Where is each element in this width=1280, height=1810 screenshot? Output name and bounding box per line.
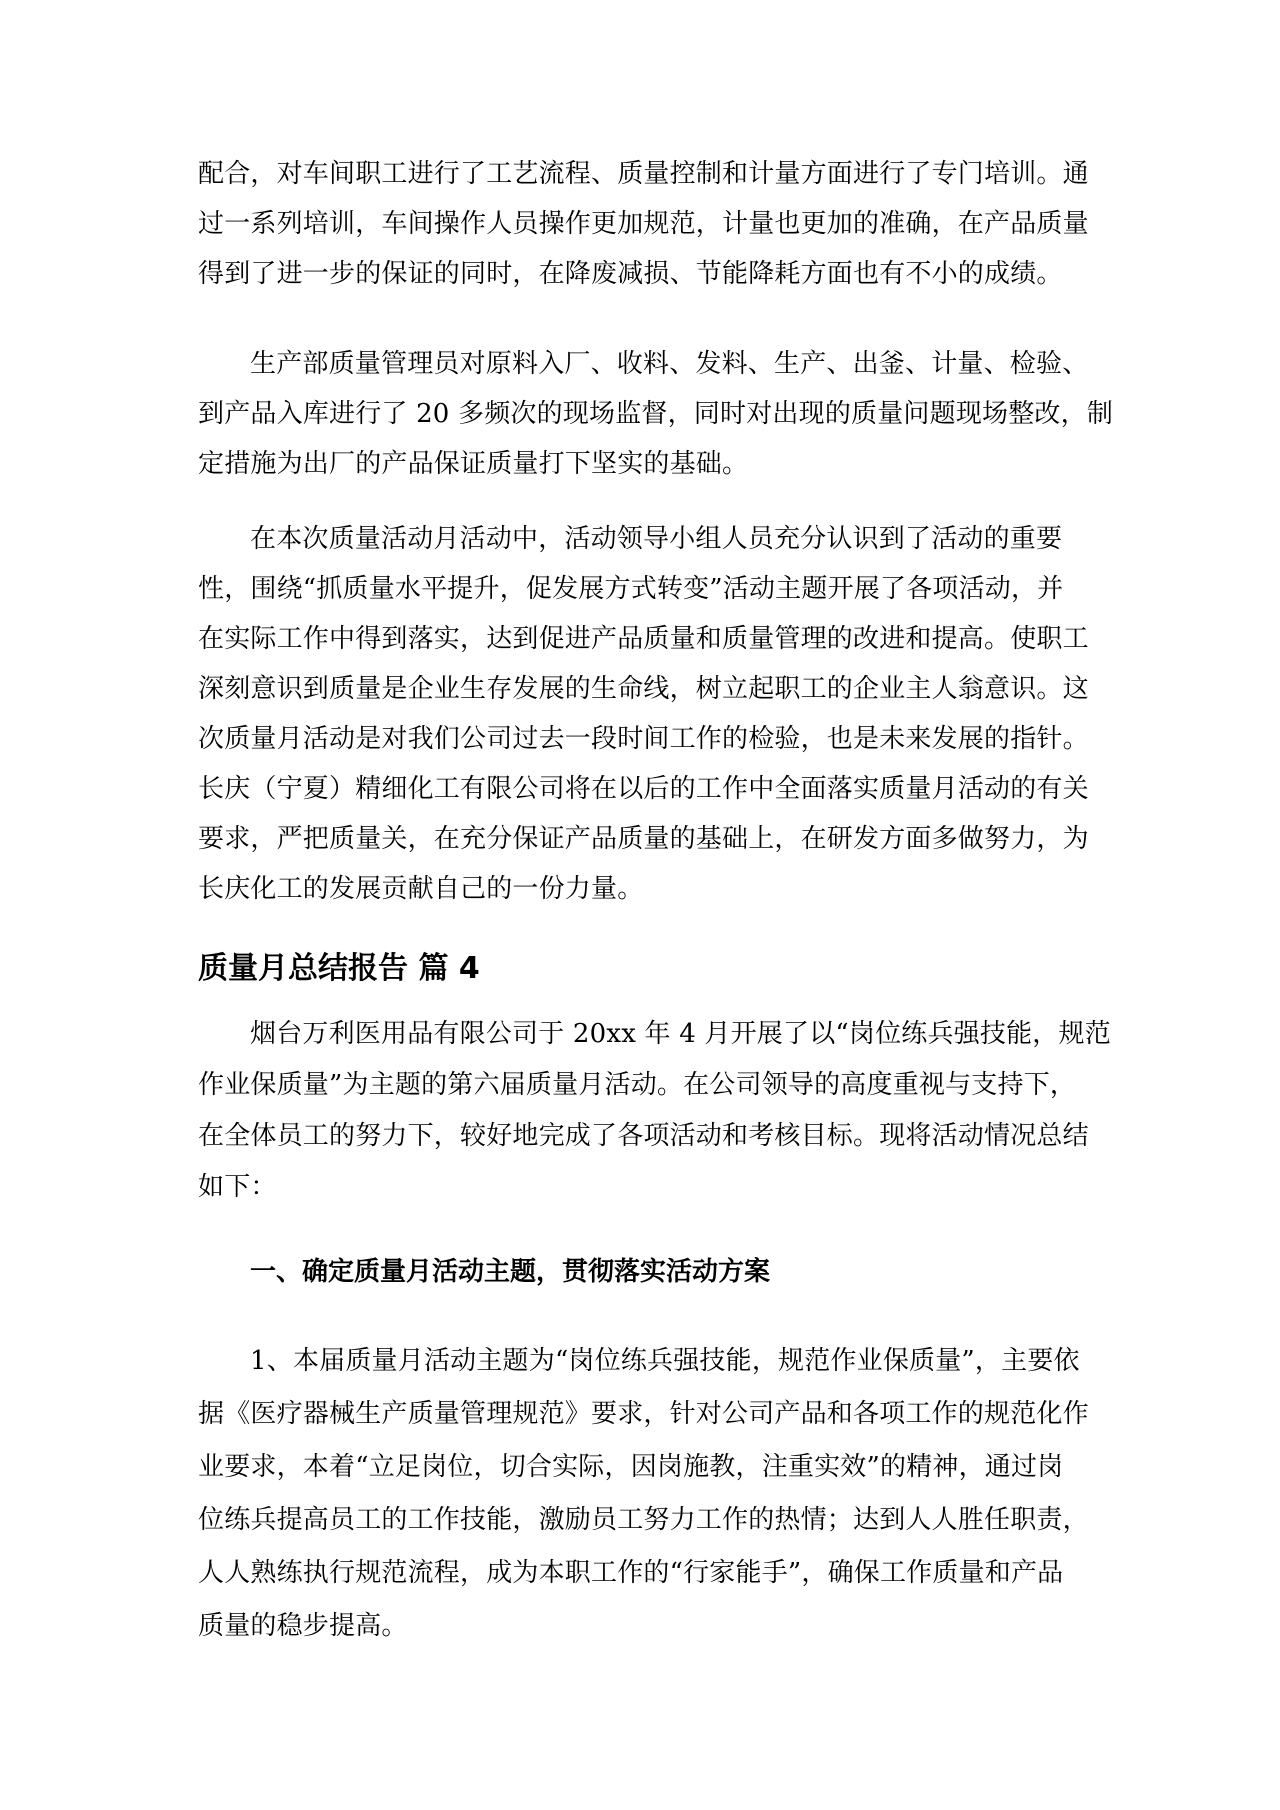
- paragraph-3-line-4: 深刻意识到质量是企业生存发展的生命线，树立起职工的企业主人翁意识。这: [198, 674, 1089, 704]
- section-title: 质量月总结报告 篇 4: [198, 951, 480, 986]
- subheading-1: 一、确定质量月活动主题，贯彻落实活动方案: [250, 1257, 771, 1287]
- paragraph-3-line-7: 要求，严把质量关，在充分保证产品质量的基础上，在研发方面多做努力，为: [198, 824, 1089, 854]
- paragraph-1-line-2: 过一系列培训，车间操作人员操作更加规范，计量也更加的准确，在产品质量: [198, 209, 1089, 239]
- item-1-line-1: 1、本届质量月活动主题为“岗位练兵强技能，规范作业保质量”，主要依: [250, 1346, 1080, 1376]
- paragraph-2-line-2: 到产品入库进行了 20 多频次的现场监督，同时对出现的质量问题现场整改，制: [198, 399, 1114, 429]
- paragraph-2-line-1: 生产部质量管理员对原料入厂、收料、发料、生产、出釜、计量、检验、: [250, 349, 1089, 379]
- item-1-line-5: 人人熟练执行规范流程，成为本职工作的“行家能手”，确保工作质量和产品: [198, 1558, 1064, 1588]
- paragraph-2-line-3: 定措施为出厂的产品保证质量打下坚实的基础。: [198, 449, 749, 479]
- intro-line-4: 如下：: [198, 1172, 277, 1202]
- paragraph-3-line-8: 长庆化工的发展贡献自己的一份力量。: [198, 874, 644, 904]
- paragraph-3-line-1: 在本次质量活动月活动中，活动领导小组人员充分认识到了活动的重要: [250, 524, 1063, 554]
- item-1-line-2: 据《医疗器械生产质量管理规范》要求，针对公司产品和各项工作的规范化作: [198, 1399, 1089, 1429]
- intro-line-2: 作业保质量”为主题的第六届质量月活动。在公司领导的高度重视与支持下，: [198, 1070, 1077, 1100]
- item-1-line-4: 位练兵提高员工的工作技能，激励员工努力工作的热情；达到人人胜任职责，: [198, 1505, 1089, 1535]
- intro-line-1: 烟台万利医用品有限公司于 20xx 年 4 月开展了以“岗位练兵强技能，规范: [250, 1019, 1111, 1049]
- paragraph-3-line-2: 性，围绕“抓质量水平提升，促发展方式转变”活动主题开展了各项活动，并: [198, 574, 1064, 604]
- item-1-line-3: 业要求，本着“立足岗位，切合实际，因岗施教，注重实效”的精神，通过岗: [198, 1452, 1064, 1482]
- item-1-line-6: 质量的稳步提高。: [198, 1611, 408, 1641]
- paragraph-1-line-3: 得到了进一步的保证的同时，在降废减损、节能降耗方面也有不小的成绩。: [198, 259, 1063, 289]
- paragraph-1-line-1: 配合，对车间职工进行了工艺流程、质量控制和计量方面进行了专门培训。通: [198, 159, 1089, 189]
- paragraph-3-line-5: 次质量月活动是对我们公司过去一段时间工作的检验，也是未来发展的指针。: [198, 724, 1089, 754]
- paragraph-3-line-3: 在实际工作中得到落实，达到促进产品质量和质量管理的改进和提高。使职工: [198, 624, 1089, 654]
- intro-line-3: 在全体员工的努力下，较好地完成了各项活动和考核目标。现将活动情况总结: [198, 1121, 1089, 1151]
- paragraph-3-line-6: 长庆（宁夏）精细化工有限公司将在以后的工作中全面落实质量月活动的有关: [198, 774, 1089, 804]
